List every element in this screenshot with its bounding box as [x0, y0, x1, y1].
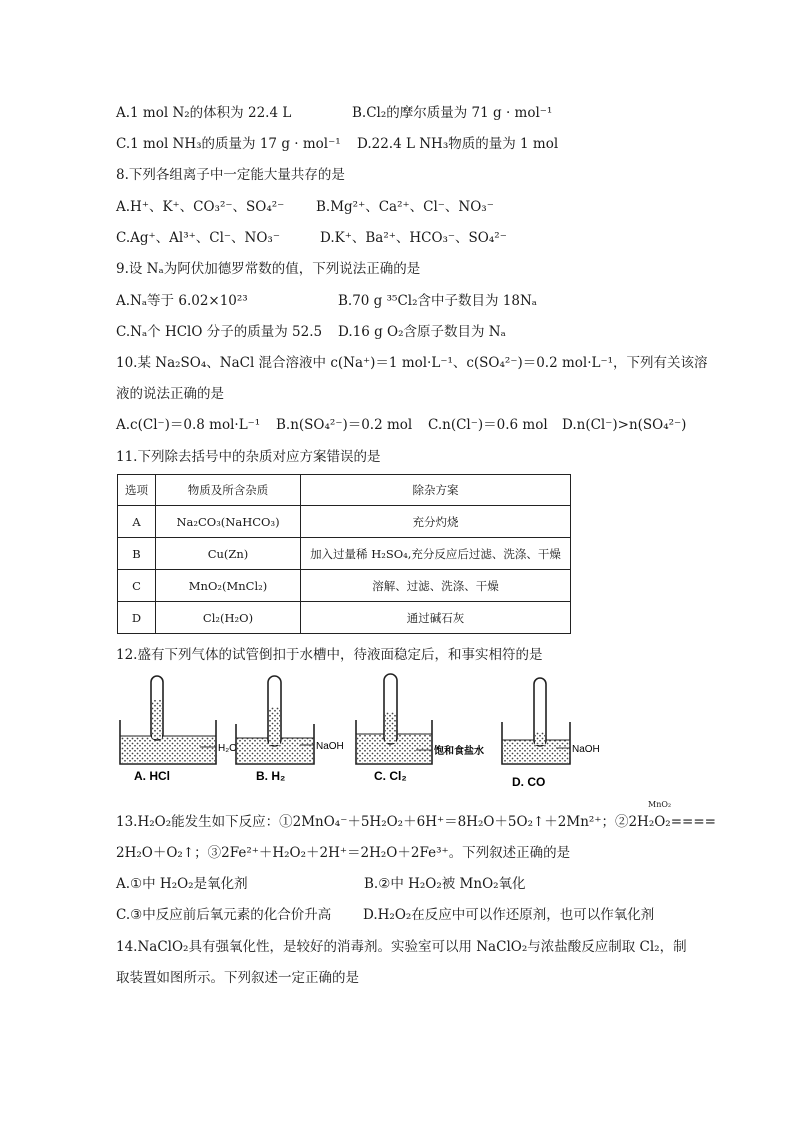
q13-option-c: C.③中反应前后氧元素的化合价升高	[116, 907, 332, 923]
q7-option-a: A.1 mol N₂的体积为 22.4 L	[116, 105, 292, 121]
q9-option-c: C.Nₐ个 HClO 分子的质量为 52.5	[116, 324, 323, 340]
q13-catalyst-label: MnO₂	[648, 800, 672, 809]
table-row	[118, 506, 571, 538]
fig-a-liquid-label: H₂O	[218, 743, 237, 754]
fig-a-caption: A. HCl	[134, 769, 170, 783]
table-cell: Na₂CO₃(NaHCO₃)	[156, 506, 301, 538]
q7-option-b: B.Cl₂的摩尔质量为 71 g · mol⁻¹	[352, 105, 553, 121]
table-cell: C	[118, 570, 156, 602]
apparatus-a	[120, 676, 237, 783]
q10-stem-line1: 10.某 Na₂SO₄、NaCl 混合溶液中 c(Na⁺)＝1 mol·L⁻¹、c(SO₄²⁻)＝0.2 mol·L⁻¹，下列有关该溶	[116, 355, 708, 371]
table-header: 选项	[118, 475, 156, 506]
table-header: 物质及所含杂质	[156, 475, 301, 506]
q9-option-d: D.16 g O₂含原子数目为 Nₐ	[338, 324, 506, 340]
q9-option-b: B.70 g ³⁵Cl₂含中子数目为 18Nₐ	[338, 293, 537, 309]
q8-option-b: B.Mg²⁺、Ca²⁺、Cl⁻、NO₃⁻	[316, 199, 494, 215]
fig-b-liquid-label: NaOH	[316, 741, 344, 752]
table-row	[118, 538, 571, 570]
apparatus-c	[356, 674, 484, 783]
q14-stem-line2: 取装置如图所示。下列叙述一定正确的是	[116, 970, 359, 986]
fig-d-caption: D. CO	[512, 775, 546, 789]
q11-stem: 11.下列除去括号中的杂质对应方案错误的是	[116, 449, 381, 465]
q8-stem: 8.下列各组离子中一定能大量共存的是	[116, 167, 345, 183]
q7-option-d: D.22.4 L NH₃物质的量为 1 mol	[357, 136, 559, 152]
q10-stem-line2: 液的说法正确的是	[116, 386, 224, 402]
table-cell: Cl₂(H₂O)	[156, 602, 301, 634]
table-header: 除杂方案	[301, 475, 571, 506]
q7-option-c: C.1 mol NH₃的质量为 17 g · mol⁻¹	[116, 136, 341, 152]
q13-stem-line2: 2H₂O＋O₂↑；③2Fe²⁺＋H₂O₂＋2H⁺＝2H₂O＋2Fe³⁺。下列叙述正确的是	[116, 845, 571, 861]
table-cell: 加入过量稀 H₂SO₄,充分反应后过滤、洗涤、干燥	[301, 538, 571, 570]
apparatus-d	[502, 678, 600, 789]
table-cell: A	[118, 506, 156, 538]
q10-option-b: B.n(SO₄²⁻)＝0.2 mol	[276, 417, 413, 433]
table-row	[118, 570, 571, 602]
q8-option-d: D.K⁺、Ba²⁺、HCO₃⁻、SO₄²⁻	[320, 230, 507, 246]
q8-option-c: C.Ag⁺、Al³⁺、Cl⁻、NO₃⁻	[116, 230, 280, 246]
q14-stem-line1: 14.NaClO₂具有强氧化性，是较好的消毒剂。实验室可以用 NaClO₂与浓盐酸反应制取 Cl₂，制	[116, 939, 687, 955]
q13-option-b: B.②中 H₂O₂被 MnO₂氧化	[364, 876, 526, 892]
q13-option-d: D.H₂O₂在反应中可以作还原剂，也可以作氧化剂	[363, 907, 655, 923]
table-cell: 充分灼烧	[301, 506, 571, 538]
q13-option-a: A.①中 H₂O₂是氧化剂	[116, 876, 248, 892]
fig-c-liquid-label: 饱和食盐水	[434, 746, 484, 757]
q12-test-tube-figure	[116, 672, 676, 794]
q10-option-c: C.n(Cl⁻)＝0.6 mol	[428, 417, 548, 433]
table-row	[118, 602, 571, 634]
fig-b-caption: B. H₂	[256, 769, 286, 783]
table-cell: 溶解、过滤、洗涤、干燥	[301, 570, 571, 602]
q13-stem-line1: 13.H₂O₂能发生如下反应：①2MnO₄⁻＋5H₂O₂＋6H⁺＝8H₂O＋5O₂↑＋2Mn²⁺；②2H₂O₂====	[116, 814, 716, 830]
q10-option-a: A.c(Cl⁻)＝0.8 mol·L⁻¹	[116, 417, 261, 433]
q9-option-a: A.Nₐ等于 6.02×10²³	[116, 293, 248, 309]
fig-c-caption: C. Cl₂	[374, 769, 407, 783]
table-header-row	[118, 475, 571, 506]
q9-stem: 9.设 Nₐ为阿伏加德罗常数的值，下列说法正确的是	[116, 261, 421, 277]
fig-d-liquid-label: NaOH	[572, 744, 600, 755]
table-cell: D	[118, 602, 156, 634]
table-cell: B	[118, 538, 156, 570]
table-cell: Cu(Zn)	[156, 538, 301, 570]
q11-table	[117, 474, 571, 634]
q12-stem: 12.盛有下列气体的试管倒扣于水槽中，待液面稳定后，和事实相符的是	[116, 647, 543, 663]
apparatus-b	[236, 676, 344, 783]
table-cell: MnO₂(MnCl₂)	[156, 570, 301, 602]
q8-option-a: A.H⁺、K⁺、CO₃²⁻、SO₄²⁻	[116, 199, 285, 215]
table-cell: 通过碱石灰	[301, 602, 571, 634]
q10-option-d: D.n(Cl⁻)>n(SO₄²⁻)	[562, 417, 687, 433]
